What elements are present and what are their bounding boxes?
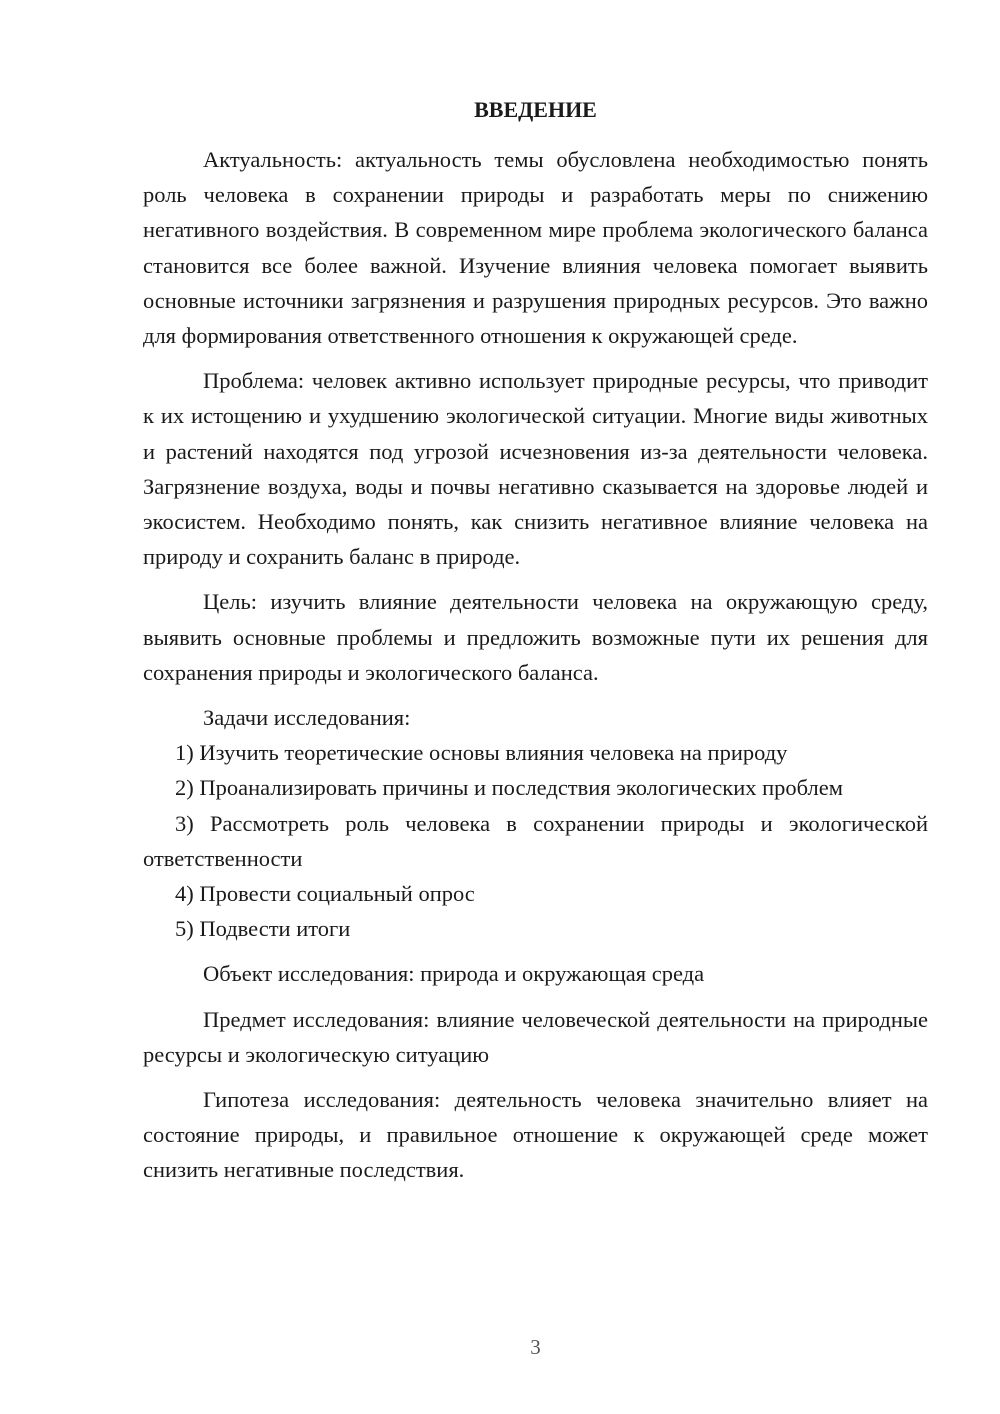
task-item-4: 4) Провести социальный опрос [175,881,475,907]
task-item-5: 5) Подвести итоги [175,916,351,942]
paragraph-object: Объект исследования: природа и окружающая среда [203,961,705,987]
page-number: 3 [530,1335,541,1359]
paragraph-goal: Цель: изучить влияние деятельности человека на окружающую среду, выявить основные проблемы и предложить возможные пути их решения для сохранения природы и экологического баланса. [143,589,928,685]
task-item-3: 3) Рассмотреть роль человека в сохранении природы и экологической ответственности [143,810,928,871]
tasks-title: Задачи исследования: [203,705,411,731]
document-body [143,142,928,1188]
task-item-2: 2) Проанализировать причины и последствия экологических проблем [175,775,844,801]
task-item-1: 1) Изучить теоретические основы влияния человека на природу [175,740,788,766]
section-heading: ВВЕДЕНИЕ [474,97,597,122]
paragraph-problem: Проблема: человек активно использует природные ресурсы, что приводит к их истощению и ухудшению экологической ситуации. Многие виды животных и растений находятся под угрозой исчезновения из-за деятельности человека. Загрязнение воздуха, воды и почвы негативно сказывается на здоровье людей и экосистем. Необходимо понять, как снизить негативное влияние человека на природу и сохранить баланс в природе. [143,368,928,570]
paragraph-relevance: Актуальность: актуальность темы обусловлена необходимостью понять роль человека в сохранении природы и разработать меры по снижению негативного воздействия. В современном мире проблема экологического баланса становится все более важной. Изучение влияния человека помогает выявить основные источники загрязнения и разрушения природных ресурсов. Это важно для формирования ответственного отношения к окружающей среде. [143,147,928,349]
paragraph-hypothesis: Гипотеза исследования: деятельность человека значительно влияет на состояние природы, и правильное отношение к окружающей среде может снизить негативные последствия. [143,1087,928,1183]
paragraph-subject: Предмет исследования: влияние человеческой деятельности на природные ресурсы и экологическую ситуацию [143,1006,928,1067]
